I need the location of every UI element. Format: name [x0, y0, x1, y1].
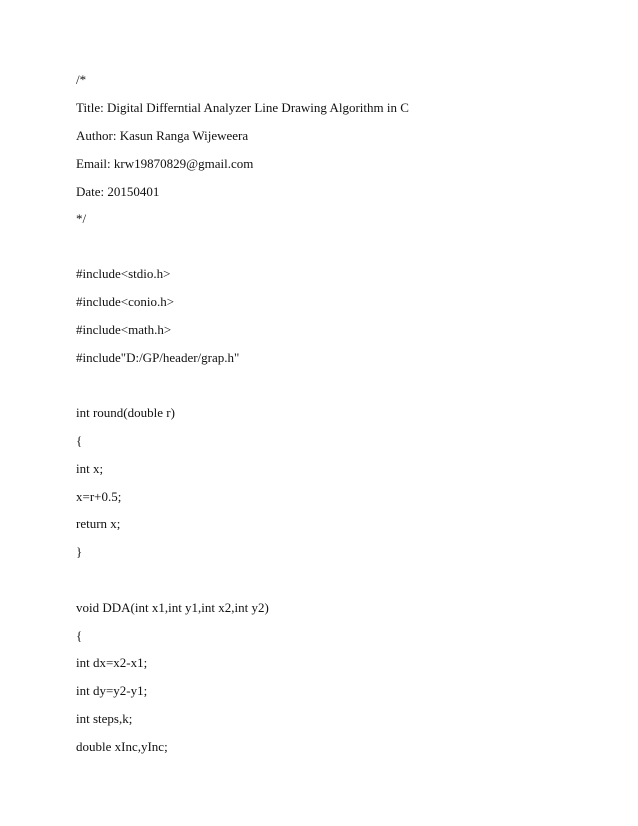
date-line: Date: 20150401: [76, 184, 160, 199]
include-grap: #include"D:/GP/header/grap.h": [76, 350, 240, 365]
title-line: Title: Digital Differntial Analyzer Line Drawing Algorithm in C: [76, 100, 409, 115]
dda-open-brace: {: [76, 628, 83, 643]
include-conio: #include<conio.h>: [76, 294, 175, 309]
round-assign: x=r+0.5;: [76, 489, 122, 504]
author-line: Author: Kasun Ranga Wijeweera: [76, 128, 249, 143]
include-stdio: #include<stdio.h>: [76, 266, 171, 281]
comment-open: /*: [76, 72, 87, 87]
dda-dy-decl: int dy=y2-y1;: [76, 683, 148, 698]
dda-dx-decl: int dx=x2-x1;: [76, 655, 148, 670]
round-decl: int x;: [76, 461, 104, 476]
dda-signature: void DDA(int x1,int y1,int x2,int y2): [76, 600, 269, 615]
round-signature: int round(double r): [76, 405, 175, 420]
dda-steps-decl: int steps,k;: [76, 711, 133, 726]
round-open-brace: {: [76, 433, 83, 448]
dda-inc-decl: double xInc,yInc;: [76, 739, 168, 754]
round-return: return x;: [76, 516, 121, 531]
round-close-brace: }: [76, 544, 83, 559]
email-line: Email: krw19870829@gmail.com: [76, 156, 254, 171]
comment-close: */: [76, 211, 87, 226]
include-math: #include<math.h>: [76, 322, 172, 337]
